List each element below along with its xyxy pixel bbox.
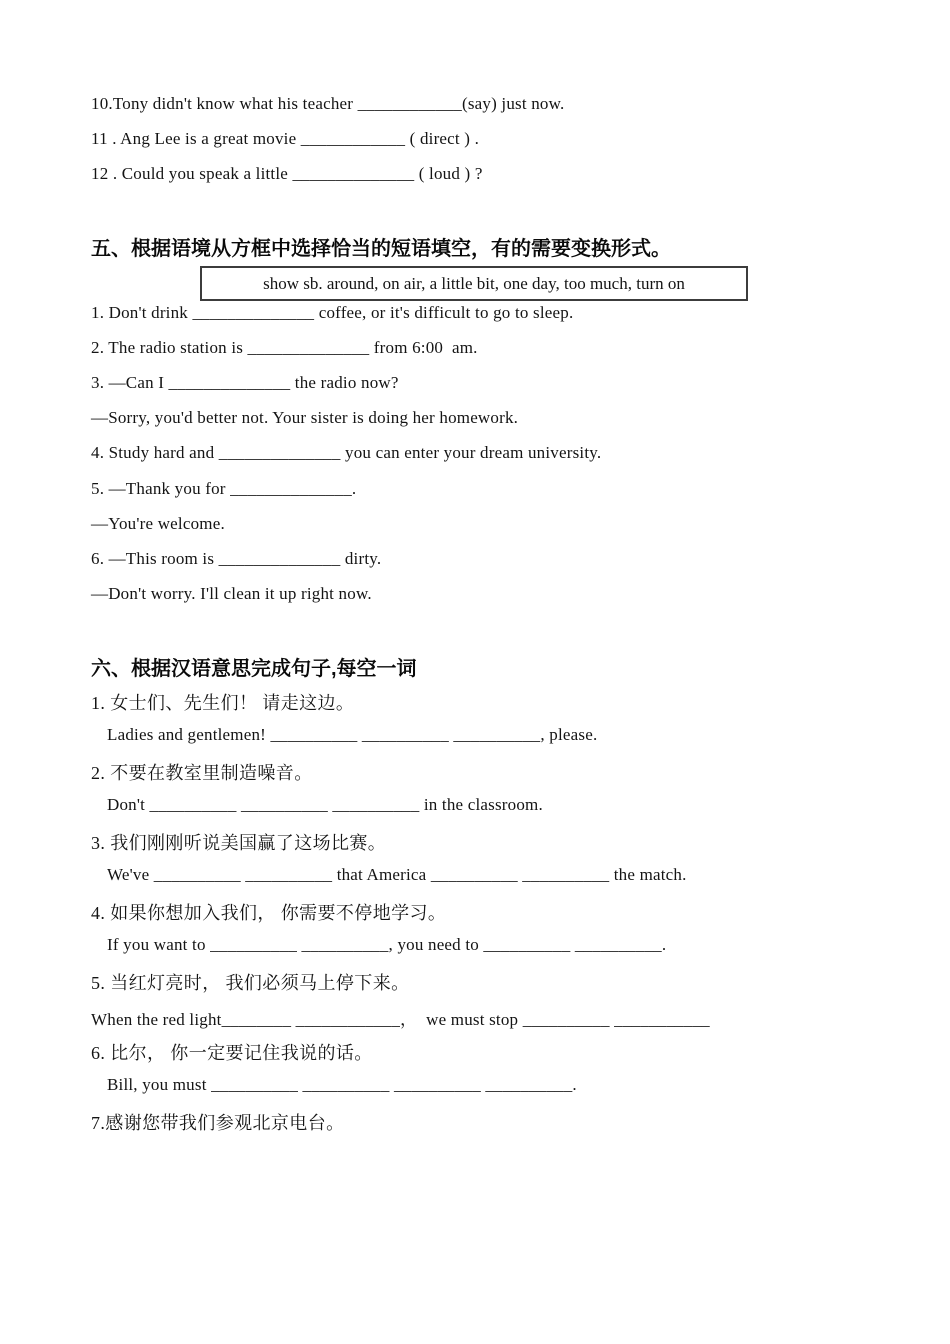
phrase-item-6: 6. —This room is ______________ dirty. [91,549,382,568]
phrase-item-6-reply: —Don't worry. I'll clean it up right now. [91,584,372,603]
word-bank-box [200,266,748,301]
translate-item-2-chinese: 2. 不要在教室里制造噪音。 [91,763,313,783]
section-six-heading: 六、根据汉语意思完成句子,每空一词 [91,658,417,680]
translate-item-5-english: When the red light________ ____________， we must stop __________ ___________ [91,1010,710,1029]
phrase-item-3: 3. —Can I ______________ the radio now? [91,373,399,392]
verb-form-item-10: 10.Tony didn't know what his teacher ____________(say) just now. [91,94,565,113]
phrase-item-1: 1. Don't drink ______________ coffee, or it's difficult to go to sleep. [91,303,574,322]
phrase-item-3-reply: —Sorry, you'd better not. Your sister is doing her homework. [91,408,519,427]
phrase-item-5-reply: —You're welcome. [91,514,225,533]
translate-item-1-chinese: 1. 女士们、先生们！ 请走这边。 [91,693,355,713]
translate-item-1-english: Ladies and gentlemen! __________ __________ __________, please. [107,725,598,744]
translate-item-3-chinese: 3. 我们刚刚听说美国赢了这场比赛。 [91,833,387,853]
translate-item-6-english: Bill, you must __________ __________ __________ __________. [107,1075,577,1094]
phrase-item-2: 2. The radio station is ______________ from 6:00 am. [91,338,478,357]
word-bank-phrases: show sb. around, on air, a little bit, one day, too much, turn on [263,273,685,293]
translate-item-4-chinese: 4. 如果你想加入我们， 你需要不停地学习。 [91,903,447,923]
verb-form-item-11: 11 . Ang Lee is a great movie ____________ ( direct ) . [91,129,480,148]
translate-item-2-english: Don't __________ __________ __________ in the classroom. [107,795,543,814]
phrase-item-5: 5. —Thank you for ______________. [91,479,357,498]
translate-item-7-chinese: 7.感谢您带我们参观北京电台。 [91,1113,345,1133]
translate-item-5-chinese: 5. 当红灯亮时， 我们必须马上停下来。 [91,973,410,993]
translate-item-6-chinese: 6. 比尔， 你一定要记住我说的话。 [91,1043,373,1063]
phrase-item-4: 4. Study hard and ______________ you can enter your dream university. [91,443,602,462]
translate-item-3-english: We've __________ __________ that America __________ __________ the match. [107,865,687,884]
verb-form-item-12: 12 . Could you speak a little ______________ ( loud ) ? [91,164,483,183]
section-five-heading: 五、根据语境从方框中选择恰当的短语填空，有的需要变换形式。 [91,238,671,260]
translate-item-4-english: If you want to __________ __________, you need to __________ __________. [107,935,667,954]
